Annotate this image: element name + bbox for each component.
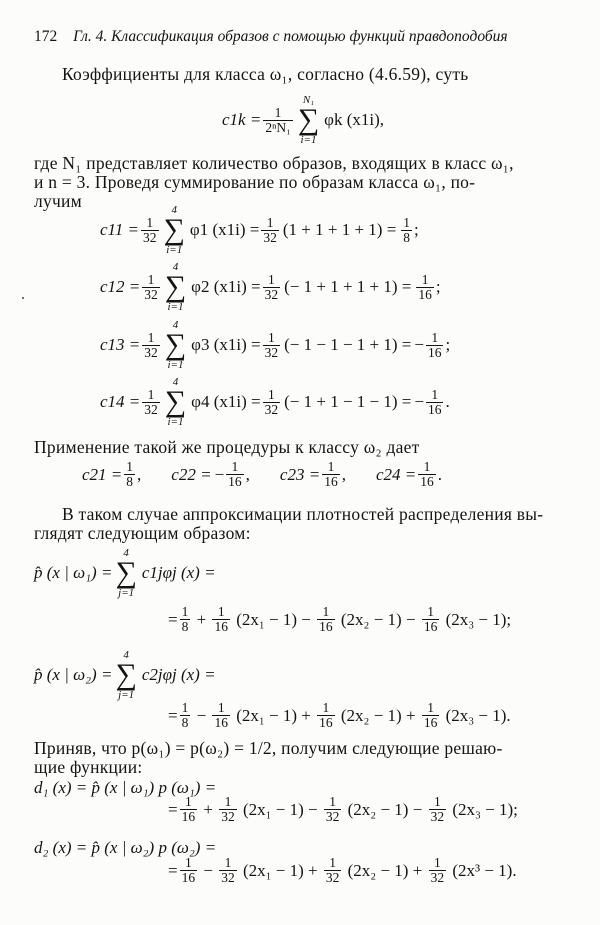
numerator: 1 [268, 386, 275, 402]
numerator: 1 [126, 459, 134, 474]
eq-lhs: c1k = [222, 110, 262, 130]
eq-lhs: p̂ (x | ω₁) = [34, 563, 113, 583]
result-fraction [401, 216, 412, 245]
fraction [212, 701, 230, 730]
eq-tail: ; [445, 335, 451, 355]
eq-tail: , [245, 464, 250, 484]
eq-lhs: c13 = [100, 335, 141, 355]
sum-lower: i=1 [167, 358, 184, 371]
denominator: 32 [264, 344, 279, 360]
sum-upper: 4 [172, 376, 179, 388]
summation-sign: 4 ∑ j=1 [115, 649, 137, 701]
eq-lhs: c22 = [171, 464, 212, 484]
denominator: 16 [228, 474, 242, 490]
numerator: 1 [421, 271, 429, 287]
sum-upper: 4 [172, 261, 179, 273]
denominator: 32 [264, 401, 279, 417]
denominator: 16 [423, 715, 438, 731]
eq-term: φ2 (x1i) = [191, 277, 261, 297]
sum-lower: i=1 [167, 300, 184, 313]
denominator: 16 [214, 715, 228, 731]
result-sign: − [414, 392, 424, 412]
eq-rest: (− 1 + 1 + 1 + 1) = [284, 277, 412, 297]
numerator: 1 [184, 794, 192, 809]
denominator: 32 [430, 809, 445, 825]
fraction [180, 795, 198, 824]
sum-upper: 4 [123, 649, 129, 661]
eq-text: (2x₂ − 1) + [336, 705, 420, 725]
eq-tail: ; [414, 220, 419, 240]
numerator: 1 [147, 386, 155, 402]
denominator: 16 [420, 474, 434, 490]
result-sign: − [414, 335, 424, 355]
numerator: 1 [266, 214, 274, 230]
denominator: 16 [418, 286, 432, 302]
eq-term: φ1 (x1i) = [189, 220, 260, 240]
denominator: 32 [325, 809, 340, 825]
eq-text: (2x₃ − 1); [448, 799, 518, 819]
numerator: 1 [274, 104, 282, 120]
result-fraction [426, 331, 444, 360]
numerator: 1 [268, 271, 275, 287]
eq-text: (2x₂ − 1) − [343, 799, 427, 819]
eq-text: + [199, 799, 218, 819]
fraction [141, 216, 159, 245]
summation-sign: 4 ∑ i=1 [164, 376, 187, 428]
eq-text: (2x₁ − 1) − [231, 609, 316, 629]
eq-text: (2x₃ − 1); [441, 609, 512, 629]
fraction [324, 795, 342, 824]
numerator: 1 [431, 386, 439, 402]
eq-text: = [168, 609, 178, 629]
running-header [34, 28, 508, 46]
denominator: 8 [126, 474, 134, 490]
fraction [322, 460, 340, 489]
denominator: 16 [324, 474, 338, 490]
eq-rest: (− 1 − 1 − 1 + 1) = [284, 335, 412, 355]
fraction [219, 795, 237, 824]
numerator: 1 [224, 794, 232, 809]
result-fraction [416, 273, 434, 302]
fraction [429, 856, 447, 885]
eq-text: = [168, 860, 178, 880]
eq-tail: . [445, 392, 450, 412]
eq-text: − [199, 860, 218, 880]
denominator: 32 [263, 229, 277, 245]
eq-lhs: c24 = [375, 464, 417, 484]
denominator: 16 [427, 344, 442, 360]
fraction [219, 856, 237, 885]
value-sign: − [214, 464, 225, 484]
body-line: глядят следующим образом: [34, 523, 251, 543]
fraction [429, 795, 447, 824]
eq-text: (2x₂ − 1) − [336, 609, 420, 629]
denominator: 16 [181, 809, 196, 825]
equation-p2-line2 [168, 701, 511, 730]
fraction [180, 856, 198, 885]
denominator: 16 [423, 619, 438, 635]
fraction [263, 273, 281, 302]
numerator: 1 [431, 329, 439, 345]
numerator: 1 [433, 794, 441, 809]
sum-lower: j=1 [118, 586, 135, 599]
eq-text: (2x₁ − 1) + [231, 705, 316, 725]
body-line: и n = 3. Проведя суммирование по образам класса ω₁, по- [34, 172, 476, 192]
page-number: 172 [34, 28, 58, 45]
fraction [324, 856, 342, 885]
equation-c2-values [82, 460, 442, 489]
denominator: 16 [214, 619, 228, 635]
fraction [422, 605, 440, 634]
equation-c1k [222, 95, 384, 146]
eq-text: (2x³ − 1). [448, 860, 517, 880]
eq-lhs: c14 = [100, 392, 141, 412]
eq-rest: (1 + 1 + 1 + 1) = [282, 220, 397, 240]
numerator: 1 [427, 604, 434, 619]
numerator: 1 [181, 604, 189, 619]
denominator: 16 [181, 870, 196, 886]
sum-upper: 4 [123, 547, 129, 559]
eq-text: − [192, 705, 211, 725]
equation-d2-line2 [168, 856, 517, 885]
eq-rest: (− 1 + 1 − 1 − 1) = [284, 392, 412, 412]
numerator: 1 [423, 459, 431, 474]
equation-c12 [100, 262, 441, 313]
numerator: 1 [327, 459, 335, 474]
numerator: 1 [181, 700, 189, 715]
fraction [418, 460, 436, 489]
eq-text: (2x₁ − 1) + [238, 860, 322, 880]
denominator: 32 [430, 870, 445, 886]
eq-lhs: p̂ (x | ω₂) = [34, 665, 113, 685]
numerator: 1 [427, 700, 434, 715]
summation-sign: 4 ∑ j=1 [115, 547, 137, 599]
denominator: 32 [144, 344, 158, 360]
numerator: 1 [224, 855, 232, 870]
denominator: 32 [143, 229, 157, 245]
sum-upper: 4 [172, 319, 179, 331]
numerator: 1 [184, 855, 192, 870]
numerator: 1 [322, 700, 330, 715]
equation-p2-line1 [34, 650, 216, 701]
denominator: 32 [221, 870, 235, 886]
equation-p1-line1 [34, 548, 216, 599]
equation-p1-line2 [168, 605, 511, 634]
denominator: 2ⁿN₁ [265, 119, 291, 135]
equation-c13 [100, 320, 450, 371]
numerator: 1 [268, 329, 275, 345]
sum-upper: 4 [171, 204, 177, 216]
eq-term: φ4 (x1i) = [191, 392, 261, 412]
denominator: 32 [144, 401, 158, 417]
eq-text: (2x₁ − 1) − [238, 799, 322, 819]
fraction [317, 701, 335, 730]
eq-tail: , [137, 464, 142, 484]
numerator: 1 [403, 214, 411, 230]
denominator: 8 [181, 715, 189, 731]
running-title: Гл. 4. Классификация образов с помощью функций правдоподобия [73, 28, 508, 45]
sum-lower: i=1 [167, 415, 184, 428]
numerator: 1 [217, 604, 225, 619]
eq-lhs: c21 = [82, 464, 123, 484]
result-fraction [426, 388, 444, 417]
summation-sign: 4 ∑ i=1 [164, 261, 187, 313]
eq-lhs: c23 = [279, 464, 321, 484]
eq-text: (2x₃ − 1). [441, 705, 511, 725]
body-line: Применение такой же процедуры к классу ω₂ дает [34, 437, 420, 457]
fraction [180, 701, 191, 730]
denominator: 32 [144, 286, 158, 302]
denominator: 16 [319, 715, 333, 731]
fraction [263, 106, 292, 135]
summation-sign: 4 ∑ i=1 [164, 319, 187, 371]
eq-text: = [168, 799, 178, 819]
intro-text: Коэффициенты для класса ω₁, согласно (4.6.59), суть [62, 64, 469, 84]
eq-term: φk (x1i), [324, 110, 385, 130]
numerator: 1 [146, 214, 154, 230]
numerator: 1 [322, 604, 330, 619]
denominator: 8 [403, 229, 411, 245]
numerator: 1 [217, 700, 225, 715]
fraction [124, 460, 135, 489]
eq-text: (2x₂ − 1) + [343, 860, 427, 880]
equation-c14 [100, 377, 450, 428]
body-line: Приняв, что p(ω₁) = p(ω₂) = 1/2, получим следующие решаю- [34, 738, 503, 758]
numerator: 1 [147, 329, 155, 345]
denominator: 16 [427, 401, 442, 417]
denominator: 32 [221, 809, 235, 825]
numerator: 1 [329, 794, 336, 809]
summation-sign: N₁ ∑ i=1 [297, 94, 320, 146]
denominator: 8 [181, 619, 189, 635]
sum-lower: i=1 [300, 133, 317, 146]
equation-c11 [100, 205, 419, 256]
eq-text: + [192, 609, 211, 629]
body-line: щие функции: [34, 757, 143, 777]
fraction [422, 701, 440, 730]
body-line: где N₁ представляет количество образов, входящих в класс ω₁, [34, 153, 514, 173]
fraction [263, 388, 281, 417]
sum-lower: j=1 [118, 688, 135, 701]
fraction [142, 273, 160, 302]
numerator: 1 [231, 459, 239, 474]
sum-upper: N₁ [302, 94, 315, 106]
fraction [142, 388, 160, 417]
fraction [261, 216, 279, 245]
eq-lhs: c12 = [100, 277, 141, 297]
summation-sign: 4 ∑ i=1 [163, 204, 185, 256]
eq-tail: , [341, 464, 346, 484]
eq-text: d₂ (x) = p̂ (x | ω₂) p (ω₂) = [34, 838, 217, 857]
sum-lower: i=1 [166, 243, 183, 256]
eq-text: d₁ (x) = p̂ (x | ω₁) p (ω₁) = [34, 778, 217, 797]
denominator: 32 [325, 870, 340, 886]
body-line: В таком случае аппроксимации плотностей распределения вы- [62, 504, 544, 524]
body-line: лучим [34, 191, 82, 211]
equation-d1-line2 [168, 795, 518, 824]
fraction [180, 605, 191, 634]
numerator: 1 [329, 855, 336, 870]
numerator: 1 [147, 271, 155, 287]
eq-text: = [168, 705, 178, 725]
denominator: 32 [264, 286, 279, 302]
eq-tail: . [437, 464, 442, 484]
eq-tail: ; [435, 277, 441, 297]
denominator: 16 [319, 619, 333, 635]
eq-term: φ3 (x1i) = [191, 335, 261, 355]
fraction [263, 331, 281, 360]
eq-term: c1jφj (x) = [141, 563, 216, 583]
fraction [142, 331, 160, 360]
numerator: 1 [433, 855, 441, 870]
fraction [212, 605, 230, 634]
fraction [317, 605, 335, 634]
print-speck [22, 297, 24, 299]
eq-lhs: c11 = [100, 220, 140, 240]
fraction [226, 460, 244, 489]
eq-term: c2jφj (x) = [141, 665, 216, 685]
